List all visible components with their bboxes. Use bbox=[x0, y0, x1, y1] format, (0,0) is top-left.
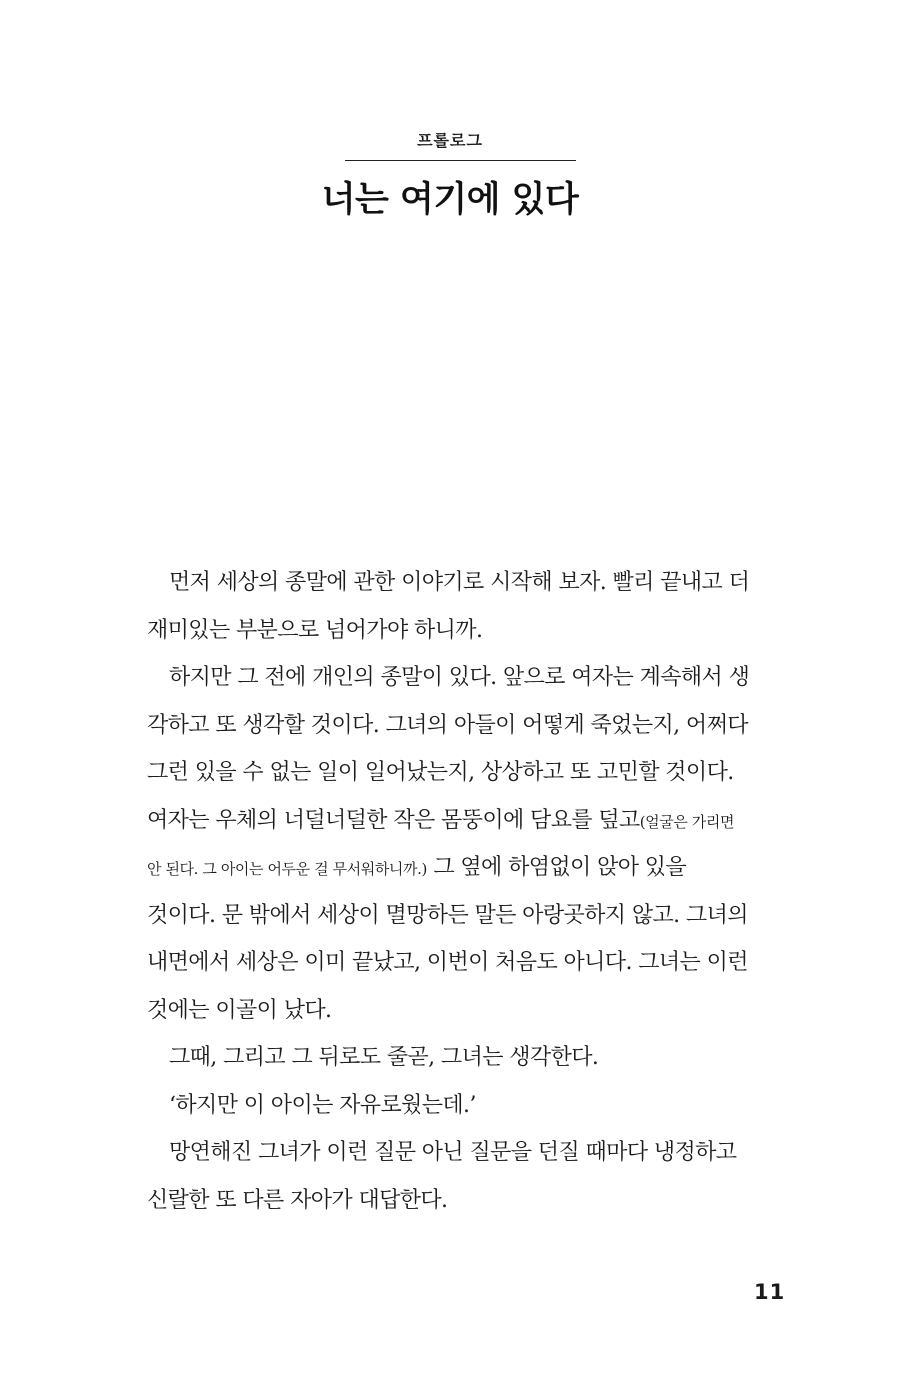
text-line: ‘하지만 이 아이는 자유로웠는데.’ bbox=[169, 1092, 476, 1118]
text-line: 것이다. 문 밖에서 세상이 멸망하든 말든 아랑곳하지 않고. 그녀의 bbox=[147, 902, 748, 928]
text-line: 재미있는 부분으로 넘어가야 하니까. bbox=[147, 617, 483, 643]
text-line: 망연해진 그녀가 이런 질문 아닌 질문을 던질 때마다 냉정하고 bbox=[169, 1140, 737, 1165]
text-line: 먼저 세상의 종말에 관한 이야기로 시작해 보자. 빨리 끝내고 더 bbox=[169, 570, 750, 595]
text-line bbox=[147, 844, 787, 892]
text-line: 하지만 그 전에 개인의 종말이 있다. 앞으로 여자는 계속해서 생 bbox=[169, 665, 750, 690]
text-line bbox=[147, 797, 787, 845]
aside-text: 안 된다. 그 아이는 어두운 걸 무서워하니까.) bbox=[147, 860, 427, 878]
text-line: 것에는 이골이 났다. bbox=[147, 997, 332, 1023]
title-divider bbox=[345, 160, 576, 161]
text-segment: 그 옆에 하염없이 앉아 있을 bbox=[426, 855, 687, 880]
text-line: 내면에서 세상은 이미 끝났고, 이번이 처음도 아니다. 그녀는 이런 bbox=[147, 950, 748, 975]
chapter-label: 프롤로그 bbox=[417, 131, 483, 150]
aside-text: (얼굴은 가리면 bbox=[639, 812, 735, 831]
text-line: 신랄한 또 다른 자아가 대답한다. bbox=[147, 1187, 448, 1213]
body-text bbox=[147, 559, 787, 1224]
text-line: 그때, 그리고 그 뒤로도 줄곧, 그녀는 생각한다. bbox=[169, 1045, 599, 1070]
text-segment: 여자는 우체의 너덜너덜한 작은 몸뚱이에 담요를 덮고 bbox=[147, 807, 640, 833]
text-line: 그런 있을 수 없는 일이 일어났는지, 상상하고 또 고민할 것이다. bbox=[147, 760, 734, 785]
page-number: 11 bbox=[754, 1280, 786, 1304]
text-line: 각하고 또 생각할 것이다. 그녀의 아들이 어떻게 죽었는지, 어쩌다 bbox=[147, 712, 748, 738]
chapter-title: 너는 여기에 있다 bbox=[321, 180, 579, 220]
